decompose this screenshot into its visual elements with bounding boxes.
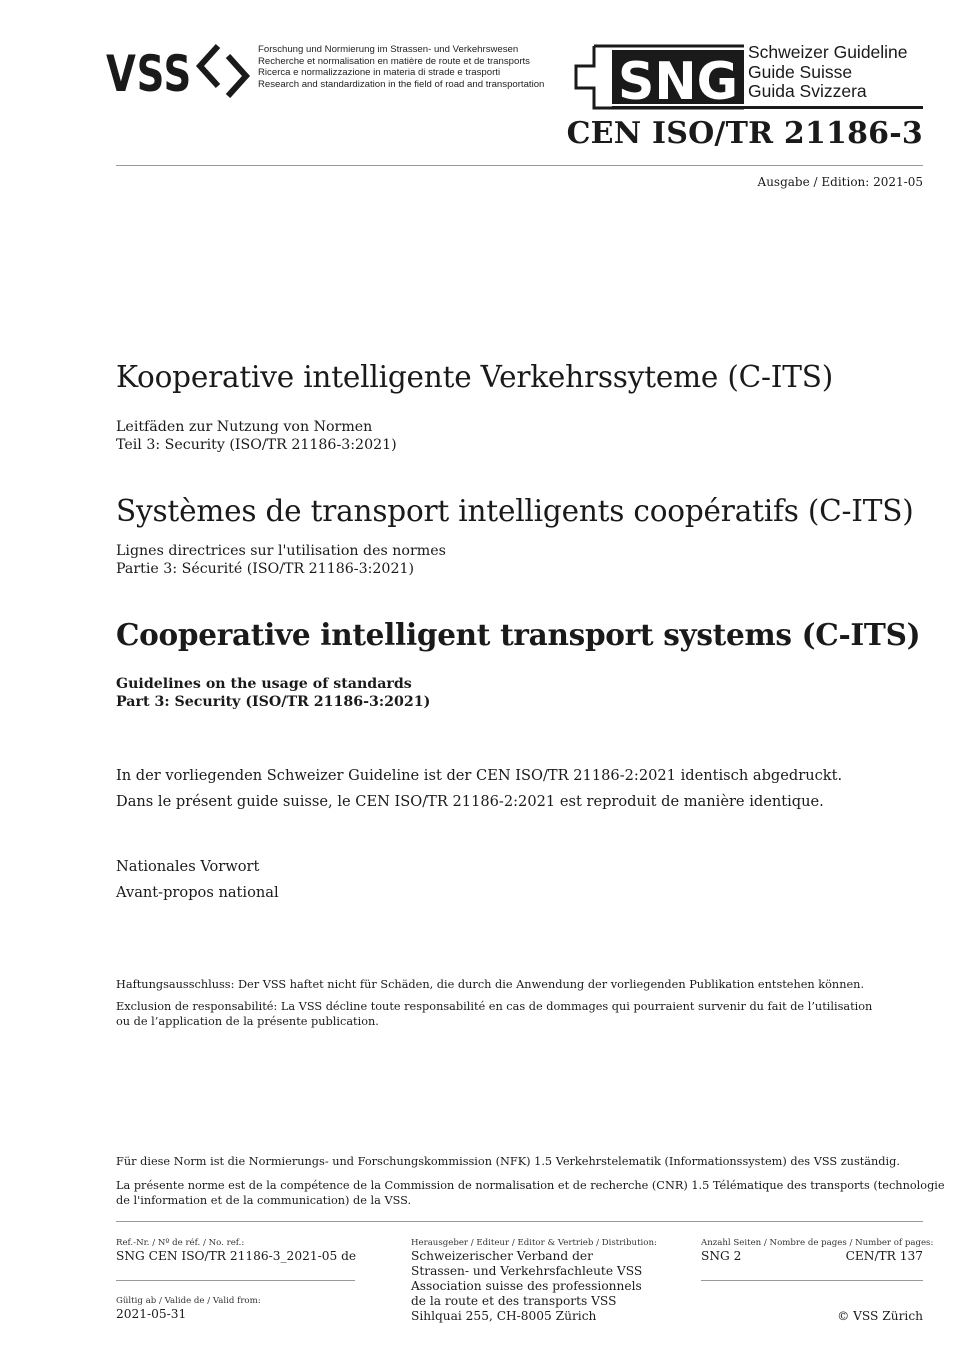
publisher-line: de la route et des transports VSS	[411, 1294, 617, 1308]
competence-de: Für diese Norm ist die Normierungs- und Forschungskommission (NFK) 1.5 Verkehrstelematik (Informationssystem) des VSS zuständig.	[116, 1155, 900, 1168]
identity-statement-fr: Dans le présent guide suisse, le CEN ISO/TR 21186-2:2021 est reproduit de manière identique.	[116, 793, 824, 810]
sng-name-it: Guida Svizzera	[748, 81, 867, 101]
valid-value: 2021-05-31	[116, 1307, 187, 1321]
foreword-de: Nationales Vorwort	[116, 858, 260, 875]
valid-label: Gültig ab / Valide de / Valid from:	[116, 1296, 261, 1306]
title-de: Kooperative intelligente Verkehrssyteme (C-ITS)	[116, 360, 834, 394]
foreword-fr: Avant-propos national	[116, 884, 279, 901]
publisher-line: Sihlquai 255, CH-8005 Zürich	[411, 1309, 597, 1323]
copyright: © VSS Zürich	[837, 1309, 923, 1323]
swiss-cross-outline	[576, 46, 612, 108]
sng-name-de: Schweizer Guideline	[748, 42, 908, 62]
header-divider	[116, 165, 923, 166]
edition-date: Ausgabe / Edition: 2021-05	[757, 175, 923, 189]
pages-label: Anzahl Seiten / Nombre de pages / Number of pages:	[701, 1238, 934, 1248]
ref-divider	[116, 1280, 355, 1281]
pages-divider	[701, 1280, 923, 1281]
competence-fr-line1: La présente norme est de la compétence de la Commission de normalisation et de recherche (CNR) 1.5 Télématique des transports (technologie	[116, 1179, 945, 1192]
disclaimer-fr-line1: Exclusion de responsabilité: La VSS décline toute responsabilité en cas de dommages qui pourraient survenir du fait de l’utilisation	[116, 1000, 873, 1013]
document-number: CEN ISO/TR 21186-3	[566, 116, 923, 151]
vss-logo-text: VSS	[106, 45, 192, 98]
vss-chevron-right	[228, 56, 246, 96]
sng-rule	[612, 106, 923, 109]
sng-logo-text: SNG	[618, 52, 738, 112]
disclaimer-de: Haftungsausschluss: Der VSS haftet nicht für Schäden, die durch die Anwendung der vorliegenden Publikation entstehen können.	[116, 978, 865, 991]
tagline-en: Research and standardization in the field of road and transportation	[258, 78, 545, 90]
subtitle-fr-line2: Partie 3: Sécurité (ISO/TR 21186-3:2021)	[116, 561, 415, 577]
subtitle-en-line2: Part 3: Security (ISO/TR 21186-3:2021)	[116, 694, 431, 710]
tagline-it: Ricerca e normalizzazione in materia di strade e trasporti	[258, 67, 501, 79]
sng-name-fr: Guide Suisse	[748, 61, 853, 82]
title-fr: Systèmes de transport intelligents coopératifs (C-ITS)	[116, 494, 914, 528]
tagline-fr: Recherche et normalisation en matière de route et de transports	[258, 55, 530, 67]
competence-fr-line2: de l'information et de la communication) de la VSS.	[116, 1194, 412, 1207]
identity-statement-de: In der vorliegenden Schweizer Guideline ist der CEN ISO/TR 21186-2:2021 identisch abgedruckt.	[116, 767, 843, 784]
title-en: Cooperative intelligent transport systems (C-ITS)	[116, 617, 921, 652]
subtitle-fr-line1: Lignes directrices sur l'utilisation des normes	[116, 543, 446, 559]
pages-cen: CEN/TR 137	[845, 1249, 923, 1263]
disclaimer-fr-line2: ou de l’application de la présente publication.	[116, 1015, 379, 1028]
ref-label: Ref.-Nr. / Nº de réf. / No. ref.:	[116, 1238, 245, 1248]
tagline-de: Forschung und Normierung im Strassen- und Verkehrswesen	[258, 44, 519, 55]
publisher-line: Association suisse des professionnels	[411, 1279, 642, 1293]
ref-value: SNG CEN ISO/TR 21186-3_2021-05 de	[116, 1249, 357, 1263]
vss-chevron-left	[200, 46, 218, 86]
footer-divider	[116, 1221, 923, 1222]
publisher-line: Schweizerischer Verband der	[411, 1249, 593, 1263]
publisher-label: Herausgeber / Editeur / Editor & Vertrieb / Distribution:	[411, 1238, 657, 1248]
publisher-line: Strassen- und Verkehrsfachleute VSS	[411, 1264, 643, 1278]
pages-sng: SNG 2	[701, 1249, 742, 1263]
vss-logo	[106, 42, 252, 102]
subtitle-de-line2: Teil 3: Security (ISO/TR 21186-3:2021)	[116, 437, 397, 453]
publisher-address	[411, 1249, 642, 1324]
sng-names	[748, 43, 908, 102]
subtitle-de-line1: Leitfäden zur Nutzung von Normen	[116, 419, 373, 435]
subtitle-en-line1: Guidelines on the usage of standards	[116, 676, 412, 692]
vss-taglines	[258, 44, 544, 90]
